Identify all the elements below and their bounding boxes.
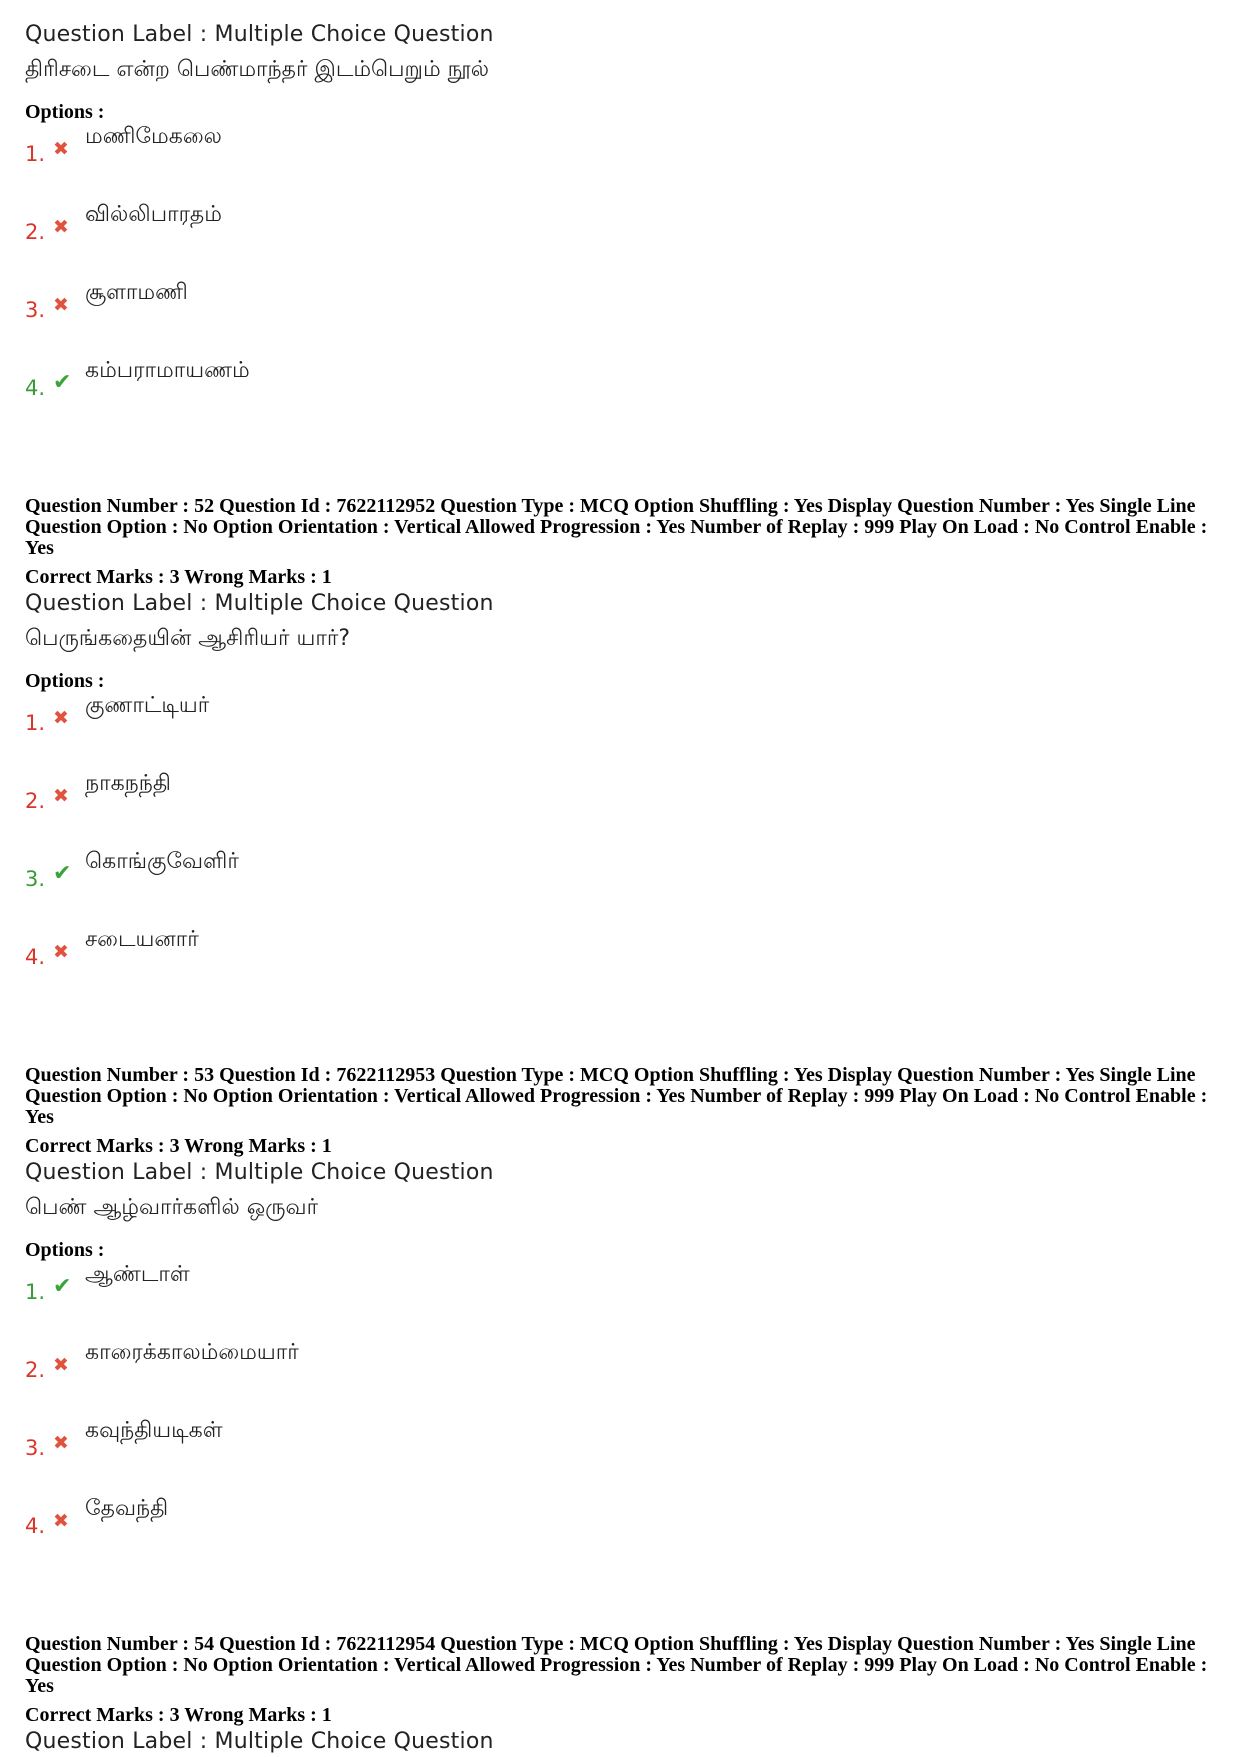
option-item [25,849,1220,927]
option-item [25,693,1220,771]
question-block-53 [25,1065,1220,1574]
option-number: 1. [25,142,46,166]
cross-icon: ✖ [53,1354,69,1376]
question-label: Question Label : Multiple Choice Question [25,1729,494,1754]
question-text: பெண் ஆழ்வார்களில் ஒருவர் [25,1195,319,1220]
cross-icon: ✖ [53,1432,69,1454]
option-text: நாகநந்தி [85,771,171,796]
question-text: பெருங்கதையின் ஆசிரியர் யார்? [25,626,351,651]
cross-icon: ✖ [53,138,69,160]
cross-icon: ✖ [53,707,69,729]
option-number: 3. [25,867,46,891]
option-text: தேவந்தி [85,1496,169,1521]
question-meta: Question Number : 53 Question Id : 7622112953 Question Type : MCQ Option Shuffling : Yes Display Question Number : Yes Single Line Question Option : No Option Orientation : Vertical Allowed Progression : Yes Number of Replay : 999 Play On Load : No Control Enable : Yes [25,1064,1208,1128]
option-text: கவுந்தியடிகள் [85,1418,223,1443]
option-number: 2. [25,789,46,813]
options-title: Options : [25,1239,105,1261]
question-block-52 [25,496,1220,1005]
option-text: ஆண்டாள் [85,1262,190,1287]
option-text: கம்பராமாயணம் [85,358,250,383]
option-number: 2. [25,220,46,244]
option-text: கொங்குவேளிர் [85,849,239,874]
check-icon: ✔ [53,370,72,395]
option-item [25,771,1220,849]
question-label: Question Label : Multiple Choice Question [25,591,494,616]
question-meta: Question Number : 54 Question Id : 7622112954 Question Type : MCQ Option Shuffling : Yes Display Question Number : Yes Single Line Question Option : No Option Orientation : Vertical Allowed Progression : Yes Number of Replay : 999 Play On Load : No Control Enable : Yes [25,1633,1208,1697]
option-text: மணிமேகலை [85,124,222,149]
option-item [25,280,1220,358]
option-number: 3. [25,298,46,322]
question-block-54 [25,1634,1220,1757]
option-text: காரைக்காலம்மையார் [85,1340,299,1365]
question-label: Question Label : Multiple Choice Question [25,1160,494,1185]
question-marks: Correct Marks : 3 Wrong Marks : 1 [25,566,332,588]
option-item [25,124,1220,202]
option-item [25,1262,1220,1340]
option-item [25,1418,1220,1496]
cross-icon: ✖ [53,785,69,807]
option-number: 3. [25,1436,46,1460]
option-number: 4. [25,945,46,969]
cross-icon: ✖ [53,294,69,316]
option-item [25,202,1220,280]
option-number: 2. [25,1358,46,1382]
option-number: 1. [25,1280,46,1304]
options-title: Options : [25,670,105,692]
option-text: சூளாமணி [85,280,188,305]
option-text: சடையனார் [85,927,199,952]
question-block-0 [25,20,1220,436]
question-label: Question Label : Multiple Choice Question [25,22,494,47]
question-meta: Question Number : 52 Question Id : 7622112952 Question Type : MCQ Option Shuffling : Yes Display Question Number : Yes Single Line Question Option : No Option Orientation : Vertical Allowed Progression : Yes Number of Replay : 999 Play On Load : No Control Enable : Yes [25,495,1208,559]
question-marks: Correct Marks : 3 Wrong Marks : 1 [25,1135,332,1157]
cross-icon: ✖ [53,1510,69,1532]
cross-icon: ✖ [53,941,69,963]
option-number: 4. [25,376,46,400]
options-title: Options : [25,101,105,123]
option-text: குணாட்டியர் [85,693,210,718]
check-icon: ✔ [53,861,72,886]
option-item [25,358,1220,436]
option-item [25,927,1220,1005]
question-text: திரிசடை என்ற பெண்மாந்தர் இடம்பெறும் நூல் [25,57,489,82]
cross-icon: ✖ [53,216,69,238]
question-paper [25,20,1220,1757]
option-number: 1. [25,711,46,735]
question-marks: Correct Marks : 3 Wrong Marks : 1 [25,1704,332,1726]
option-text: வில்லிபாரதம் [85,202,222,227]
option-item [25,1340,1220,1418]
check-icon: ✔ [53,1274,72,1299]
option-number: 4. [25,1514,46,1538]
option-item [25,1496,1220,1574]
